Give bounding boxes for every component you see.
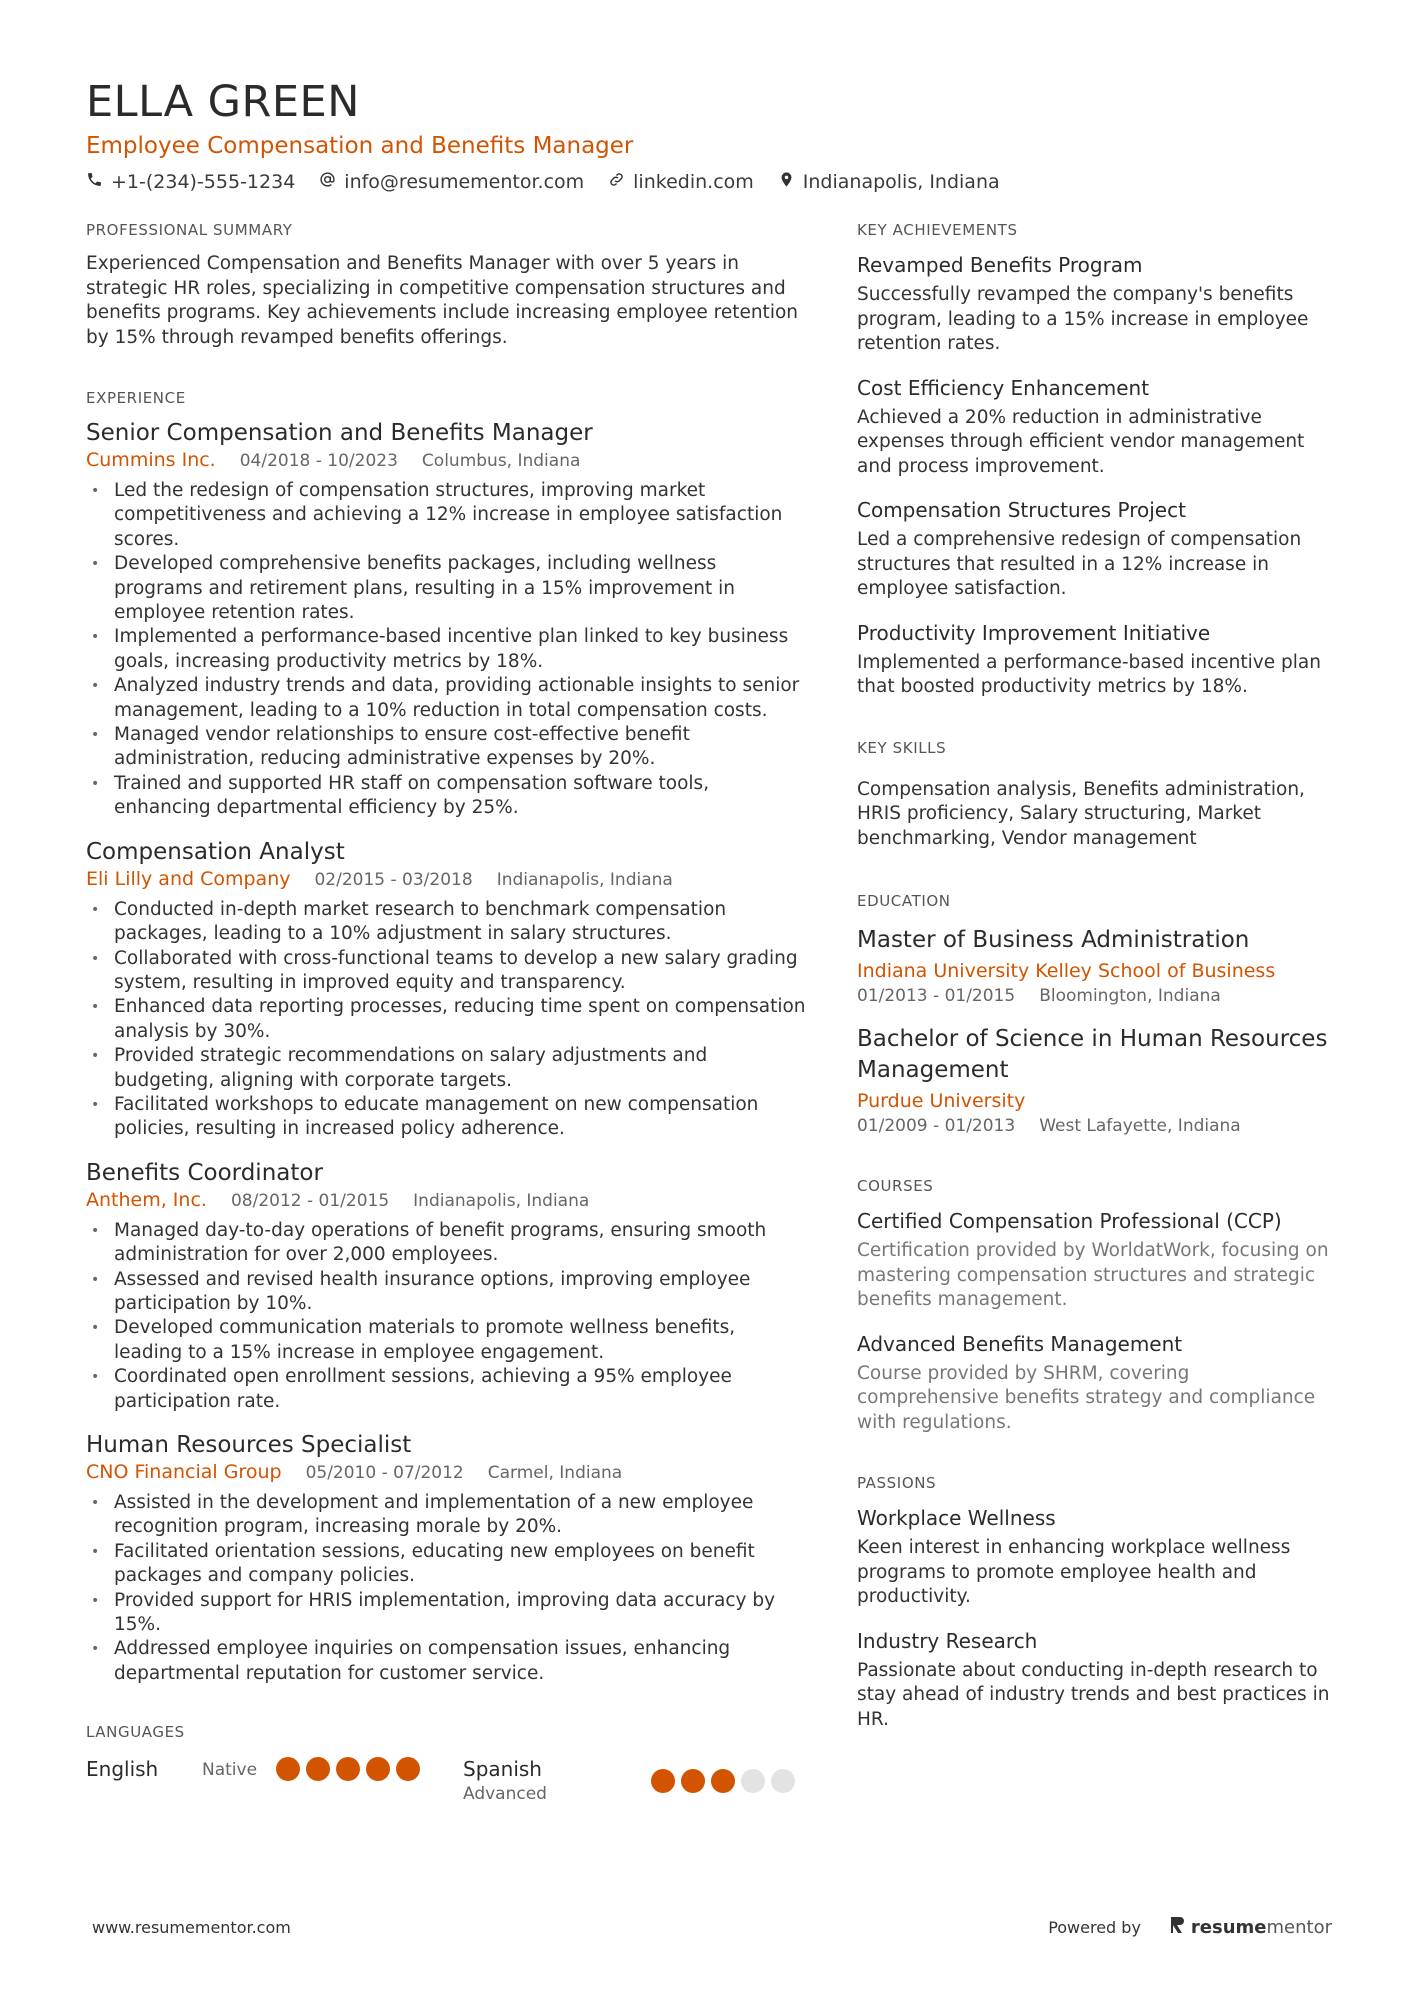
location-text: Indianapolis, Indiana: [802, 171, 1000, 193]
job-meta: [86, 448, 806, 473]
contact-email[interactable]: [319, 169, 584, 195]
job-location: Carmel, Indiana: [487, 1463, 623, 1483]
left-column: [86, 220, 806, 1806]
degree-title: Master of Business Administration: [857, 927, 1250, 953]
at-icon: [319, 169, 336, 195]
bullet-item: • Implemented a performance-based incentive plan linked to key business goals, increasing productivity metrics by 18%.: [86, 625, 806, 674]
section-title: PROFESSIONAL SUMMARY: [86, 221, 293, 239]
language-item: [86, 1756, 463, 1782]
course-desc: Certification provided by WorldatWork, focusing on mastering compensation structures and strategic benefits management.: [857, 1240, 1329, 1310]
achievement-desc: Successfully revamped the company's benefits program, leading to a 15% increase in employee retention rates.: [857, 284, 1309, 354]
job-bullets: [86, 1219, 806, 1414]
achievement-title: Cost Efficiency Enhancement: [857, 375, 1150, 400]
passion-title: Workplace Wellness: [857, 1506, 1056, 1530]
courses-section: [857, 1176, 1335, 1435]
linkedin-text[interactable]: linkedin.com: [633, 171, 754, 193]
brand-name-bold: resume: [1190, 1917, 1267, 1938]
job-dates: 08/2012 - 01/2015: [230, 1190, 390, 1211]
resume-header: [86, 76, 1336, 195]
bullet-item: • Coordinated open enrollment sessions, achieving a 95% employee participation rate.: [86, 1365, 806, 1414]
degree-title: Bachelor of Science in Human Resources Management: [857, 1026, 1328, 1083]
contact-bar: [86, 169, 1336, 195]
bullet-item: • Developed comprehensive benefits packages, including wellness programs and retirement plans, resulting in a 15% improvement in employee retention rates.: [86, 552, 806, 625]
link-icon: [608, 169, 625, 195]
bullet-item: • Assessed and revised health insurance options, improving employee participation by 10%.: [86, 1268, 806, 1317]
education-item: [857, 1024, 1335, 1138]
bullet-item: • Led the redesign of compensation structures, improving market competitiveness and achieving a 12% increase in employee satisfaction scores.: [86, 479, 806, 552]
experience-section: [86, 388, 806, 1686]
rating-dot: [711, 1769, 735, 1793]
section-title: LANGUAGES: [86, 1723, 185, 1742]
bullet-item: • Conducted in-depth market research to benchmark compensation packages, leading to a 10% adjustment in salary structures.: [86, 898, 806, 947]
rating-dot: [771, 1769, 795, 1793]
passion-desc: Keen interest in enhancing workplace wellness programs to promote employee health and productivity.: [857, 1537, 1291, 1607]
achievement-item: [857, 375, 1335, 480]
course-title: Certified Compensation Professional (CCP): [857, 1209, 1282, 1233]
company-name: Cummins Inc.: [86, 449, 216, 471]
rating-dot: [651, 1769, 675, 1793]
candidate-name: ELLA GREEN: [86, 77, 360, 127]
location-pin-icon: [778, 169, 795, 195]
contact-phone: [86, 169, 295, 195]
language-level: Advanced: [463, 1784, 547, 1805]
education-location: Bloomington, Indiana: [1039, 986, 1221, 1006]
achievement-desc: Achieved a 20% reduction in administrative expenses through efficient vendor management and process improvement.: [857, 406, 1305, 477]
job-meta: [86, 1460, 806, 1485]
course-item: [857, 1331, 1335, 1436]
job-title: Benefits Coordinator: [86, 1159, 323, 1186]
brand-logo[interactable]: [1169, 1916, 1332, 1939]
job-entry: [86, 1430, 806, 1686]
bullet-item: • Managed vendor relationships to ensure cost-effective benefit administration, reducing administrative expenses by 20%.: [86, 723, 806, 772]
powered-by-label: Powered by: [1048, 1918, 1141, 1937]
summary-text: Experienced Compensation and Benefits Manager with over 5 years in strategic HR roles, specializing in competitive compensation structures and benefits programs. Key achievements include increasing employee retention by 15% through revamped benefits offerings.: [86, 253, 798, 348]
rating-dot: [681, 1769, 705, 1793]
education-item: [857, 925, 1335, 1008]
passion-item: [857, 1505, 1335, 1610]
rating-dot: [336, 1757, 360, 1781]
section-title: COURSES: [857, 1177, 934, 1195]
job-location: Columbus, Indiana: [421, 451, 581, 471]
education-meta: [857, 1114, 1335, 1138]
brand-mark-icon: [1169, 1916, 1185, 1939]
education-meta: [857, 984, 1335, 1008]
bullet-item: • Provided strategic recommendations on salary adjustments and budgeting, aligning with corporate targets.: [86, 1044, 806, 1093]
bullet-item: • Provided support for HRIS implementation, improving data accuracy by 15%.: [86, 1589, 806, 1638]
achievement-item: [857, 497, 1335, 602]
language-rating: [651, 1769, 795, 1793]
achievement-desc: Led a comprehensive redesign of compensation structures that resulted in a 12% increase in employee satisfaction.: [857, 529, 1302, 599]
summary-section: [86, 220, 806, 350]
rating-dot: [276, 1757, 300, 1781]
achievement-item: [857, 252, 1335, 357]
bullet-item: • Developed communication materials to promote wellness benefits, leading to a 15% increase in employee engagement.: [86, 1316, 806, 1365]
section-title: EDUCATION: [857, 892, 951, 910]
bullet-item: • Analyzed industry trends and data, providing actionable insights to senior management, leading to a 10% reduction in total compensation costs.: [86, 674, 806, 723]
skills-text: Compensation analysis, Benefits administration, HRIS proficiency, Salary structuring, Market benchmarking, Vendor management: [857, 778, 1305, 849]
powered-by: [1048, 1916, 1332, 1939]
job-entry: [86, 1158, 806, 1414]
job-location: Indianapolis, Indiana: [413, 1190, 590, 1211]
contact-linkedin[interactable]: [608, 169, 754, 195]
job-bullets: [86, 898, 806, 1142]
company-name: Eli Lilly and Company: [86, 867, 291, 890]
section-title: PASSIONS: [857, 1474, 937, 1492]
section-title: KEY SKILLS: [857, 738, 947, 757]
skills-section: [857, 738, 1335, 852]
phone-text: +1-(234)-555-1234: [111, 171, 296, 193]
rating-dot: [396, 1757, 420, 1781]
contact-location: [778, 169, 1000, 195]
footer-website-link[interactable]: www.resumementor.com: [92, 1918, 291, 1937]
job-title: Compensation Analyst: [86, 838, 345, 865]
bullet-item: • Trained and supported HR staff on compensation software tools, enhancing departmental efficiency by 25%.: [86, 772, 806, 821]
language-level: Native: [202, 1760, 258, 1781]
languages-section: [86, 1722, 806, 1806]
school-name: Purdue University: [857, 1090, 1026, 1112]
education-location: West Lafayette, Indiana: [1039, 1116, 1241, 1136]
brand-name-light: mentor: [1266, 1917, 1332, 1938]
bullet-item: • Facilitated workshops to educate management on new compensation policies, resulting in increased policy adherence.: [86, 1093, 806, 1142]
job-bullets: [86, 1491, 806, 1686]
bullet-item: • Collaborated with cross-functional teams to develop a new salary grading system, resulting in improved equity and transparency.: [86, 947, 806, 996]
company-name: Anthem, Inc.: [86, 1188, 207, 1211]
course-desc: Course provided by SHRM, covering comprehensive benefits strategy and compliance with regulations.: [857, 1362, 1316, 1433]
job-bullets: [86, 479, 806, 821]
language-item: [463, 1756, 795, 1806]
achievement-title: Productivity Improvement Initiative: [857, 620, 1211, 645]
education-dates: 01/2009 - 01/2013: [857, 1116, 1016, 1136]
job-title: Senior Compensation and Benefits Manager: [86, 420, 593, 446]
job-dates: 05/2010 - 07/2012: [305, 1463, 464, 1483]
email-text[interactable]: info@resumementor.com: [344, 171, 585, 193]
passion-desc: Passionate about conducting in-depth research to stay ahead of industry trends and best practices in HR.: [857, 1659, 1330, 1730]
rating-dot: [306, 1757, 330, 1781]
bullet-item: • Assisted in the development and implementation of a new employee recognition program, increasing morale by 20%.: [86, 1491, 806, 1540]
section-title: KEY ACHIEVEMENTS: [857, 221, 1018, 239]
education-dates: 01/2013 - 01/2015: [857, 986, 1016, 1006]
achievement-title: Revamped Benefits Program: [857, 253, 1143, 277]
job-title: Human Resources Specialist: [86, 1432, 412, 1458]
job-location: Indianapolis, Indiana: [496, 869, 673, 890]
job-dates: 04/2018 - 10/2023: [239, 451, 398, 471]
achievement-item: [857, 620, 1335, 700]
bullet-item: • Managed day-to-day operations of benefit programs, ensuring smooth administration for over 2,000 employees.: [86, 1219, 806, 1268]
course-title: Advanced Benefits Management: [857, 1331, 1183, 1356]
course-item: [857, 1208, 1335, 1313]
company-name: CNO Financial Group: [86, 1461, 282, 1483]
passion-item: [857, 1628, 1335, 1733]
passion-title: Industry Research: [857, 1628, 1038, 1653]
achievement-desc: Implemented a performance-based incentive plan that boosted productivity metrics by 18%.: [857, 651, 1321, 697]
achievements-section: [857, 220, 1335, 700]
bullet-item: • Facilitated orientation sessions, educating new employees on benefit packages and company policies.: [86, 1540, 806, 1589]
education-section: [857, 891, 1335, 1138]
job-entry: [86, 837, 806, 1142]
language-list: [86, 1756, 806, 1806]
job-dates: 02/2015 - 03/2018: [314, 869, 473, 890]
job-entry: [86, 418, 806, 821]
job-meta: [86, 1188, 806, 1213]
language-name: English: [86, 1757, 159, 1782]
rating-dot: [366, 1757, 390, 1781]
right-column: [857, 220, 1335, 1732]
bullet-item: • Enhanced data reporting processes, reducing time spent on compensation analysis by 30%.: [86, 995, 806, 1044]
language-rating: [276, 1757, 420, 1781]
achievement-title: Compensation Structures Project: [857, 498, 1186, 522]
bullet-item: • Addressed employee inquiries on compensation issues, enhancing departmental reputation for customer service.: [86, 1637, 806, 1686]
section-title: EXPERIENCE: [86, 389, 186, 407]
rating-dot: [741, 1769, 765, 1793]
language-name: Spanish: [463, 1757, 542, 1782]
phone-icon: [86, 169, 103, 195]
page-footer: [92, 1916, 1332, 1939]
passions-section: [857, 1473, 1335, 1732]
candidate-role: Employee Compensation and Benefits Manager: [86, 133, 634, 159]
job-meta: [86, 867, 806, 892]
school-name: Indiana University Kelley School of Business: [857, 960, 1276, 982]
